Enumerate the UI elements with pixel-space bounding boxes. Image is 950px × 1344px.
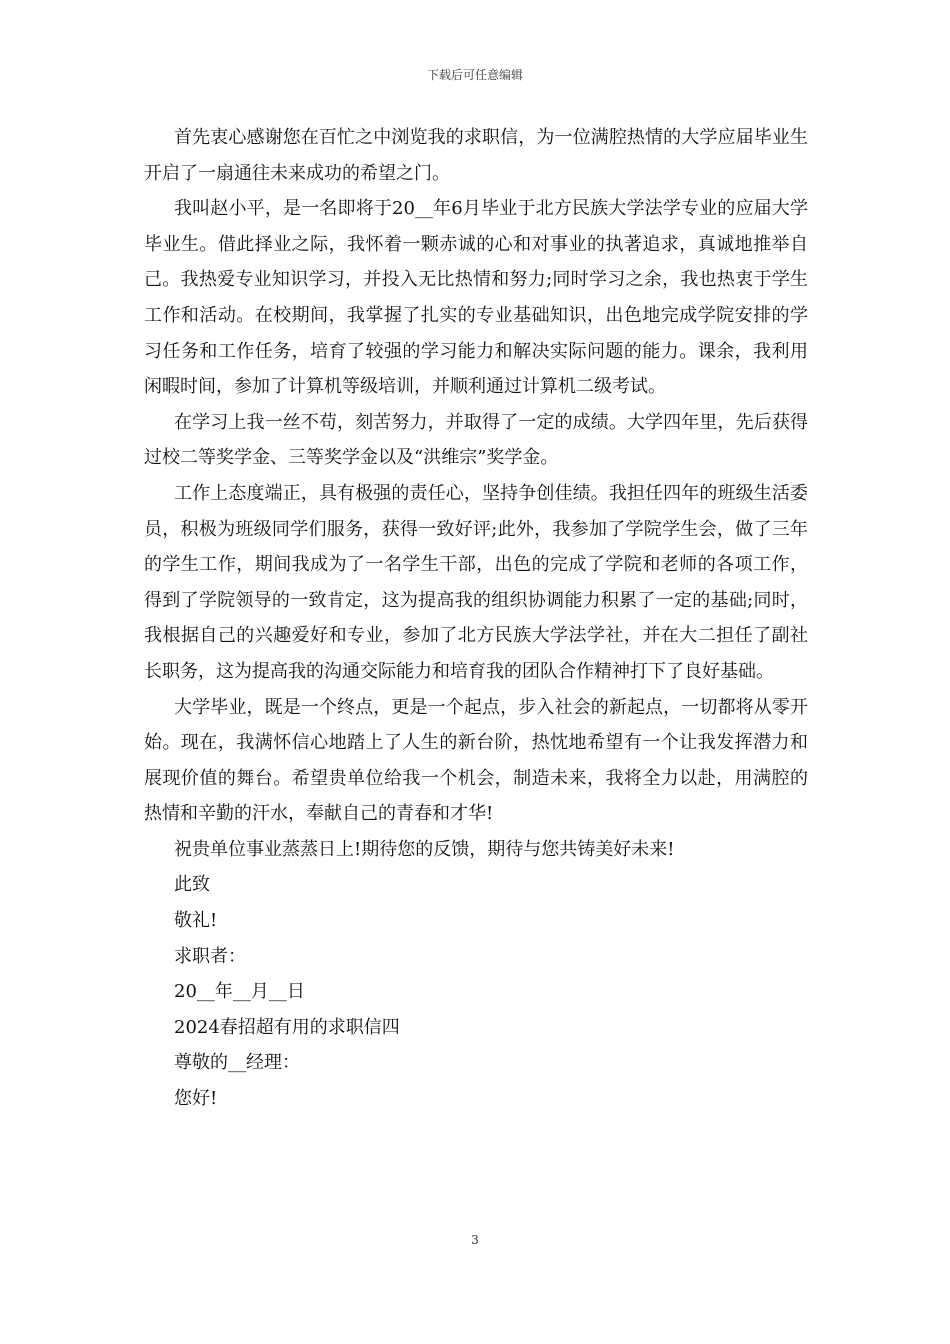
date-line: 20__年__月__日 [174,981,305,1003]
paragraph-work: 工作上态度端正，具有极强的责任心，坚持争创佳绩。我担任四年的班级生活委员，积极为班级同学们服务，获得一致好评;此外，我参加了学院学生会，做了三年的学生工作，期间我成为了一名学生干部，出色的完成了学院和老师的各项工作，得到了学院领导的一致肯定，这为提高我的组织协调能力积累了一定的基础;同时，我根据自己的兴趣爱好和专业，参加了北方民族大学法学社，并在大二担任了副社长职务，这为提高我的沟通交际能力和培育我的团队合作精神打下了良好基础。 [144,482,808,682]
greeting-manager: 尊敬的__经理： [174,1052,300,1074]
paragraph-conclusion: 大学毕业，既是一个终点，更是一个起点，步入社会的新起点，一切都将从零开始。现在，我满怀信心地踏上了人生的新台阶，热忱地希望有一个让我发挥潜力和展现价值的舞台。希望贵单位给我一个机会，制造未来，我将全力以赴，用满腔的热情和辛勤的汗水，奉献自己的青春和才华! [144,696,808,825]
salutation-jingli: 敬礼! [174,910,218,932]
salutation-cizhi: 此致 [174,874,210,896]
closing-wish: 祝贵单位事业蒸蒸日上!期待您的反馈，期待与您共铸美好未来! [174,838,675,860]
paragraph-academics: 在学习上我一丝不苟，刻苦努力，并取得了一定的成绩。大学四年里，先后获得过校二等奖学金、三等奖学金以及“洪维宗”奖学金。 [144,411,808,469]
page-header: 下载后可任意编辑 [426,68,523,82]
paragraph-introduction: 我叫赵小平，是一名即将于20__年6月毕业于北方民族大学法学专业的应届大学毕业生。借此择业之际，我怀着一颗赤诚的心和对事业的执著追求，真诚地推举自己。我热爱专业知识学习，并投入无比热情和努力;同时学习之余，我也热衷于学生工作和活动。在校期间，我掌握了扎实的专业基础知识，出色地完成学院安排的学习任务和工作任务，培育了较强的学习能力和解决实际问题的能力。课余，我利用闲暇时间，参加了计算机等级培训，并顺利通过计算机二级考试。 [144,198,808,398]
page-number: 3 [471,1233,479,1247]
section-title: 2024春招超有用的求职信四 [174,1016,400,1038]
letter-body [144,120,808,1117]
paragraph-gratitude: 首先衷心感谢您在百忙之中浏览我的求职信，为一位满腔热情的大学应届毕业生开启了一扇通往未来成功的希望之门。 [144,127,808,184]
applicant-label: 求职者： [174,945,246,967]
greeting-hello: 您好! [174,1088,218,1110]
